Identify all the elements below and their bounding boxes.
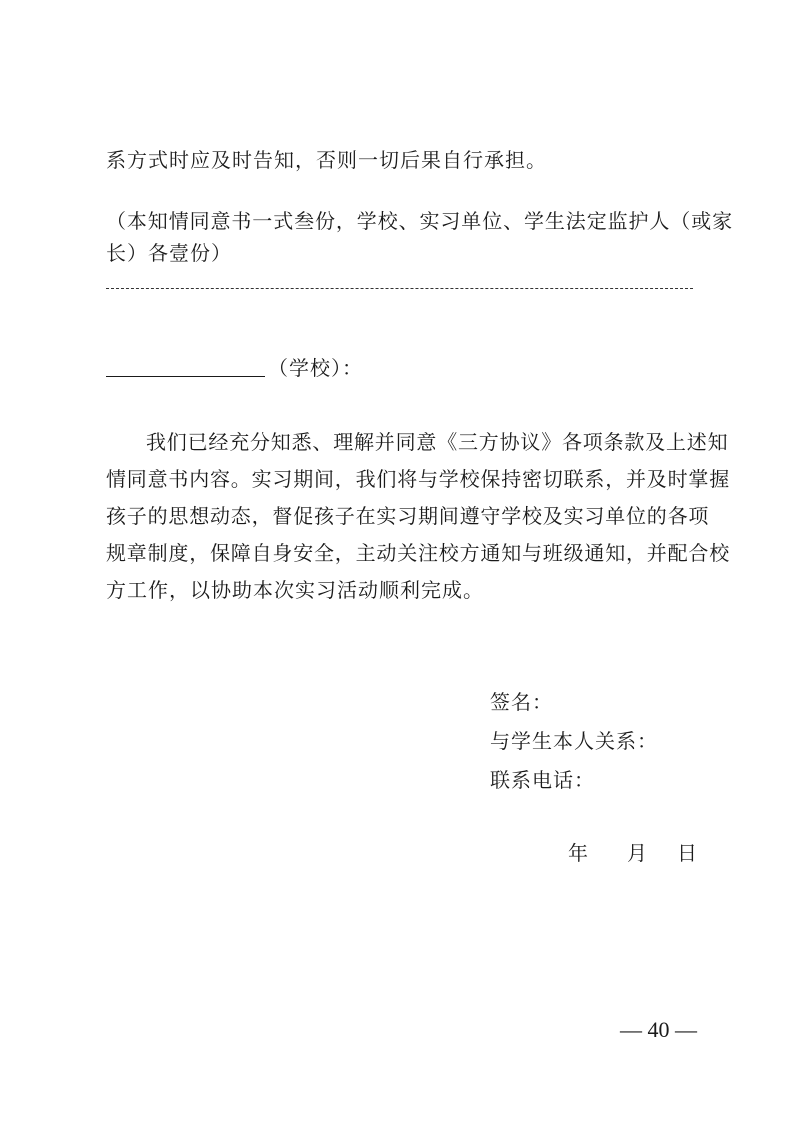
addressee-suffix: （学校）： <box>268 356 363 380</box>
body-line-4: 规章制度，保障自身安全，主动关注校方通知与班级通知，并配合校 <box>106 541 730 565</box>
signature-label: 签名： <box>490 690 553 714</box>
body-line-5: 方工作，以协助本次实习活动顺利完成。 <box>106 578 484 602</box>
relationship-label: 与学生本人关系： <box>490 729 658 753</box>
notice-continuation-line: 系方式时应及时告知，否则一切后果自行承担。 <box>106 148 547 172</box>
date-day-label: 日 <box>677 841 697 865</box>
body-line-1: 我们已经充分知悉、理解并同意《三方协议》各项条款及上述知 <box>146 430 729 454</box>
page-number: — 40 — <box>620 1017 697 1042</box>
date-month-label: 月 <box>627 841 647 865</box>
copies-note-line-1: （本知情同意书一式叁份，学校、实习单位、学生法定监护人（或家 <box>106 209 733 233</box>
body-line-3: 孩子的思想动态，督促孩子在实习期间遵守学校及实习单位的各项 <box>106 504 710 528</box>
date-year-label: 年 <box>568 841 588 865</box>
cut-line-divider <box>106 288 693 289</box>
copies-note-line-2: 长）各壹份） <box>106 241 232 265</box>
body-line-2: 情同意书内容。实习期间，我们将与学校保持密切联系，并及时掌握 <box>106 467 730 491</box>
school-name-blank <box>106 376 265 377</box>
phone-label: 联系电话： <box>490 768 595 792</box>
